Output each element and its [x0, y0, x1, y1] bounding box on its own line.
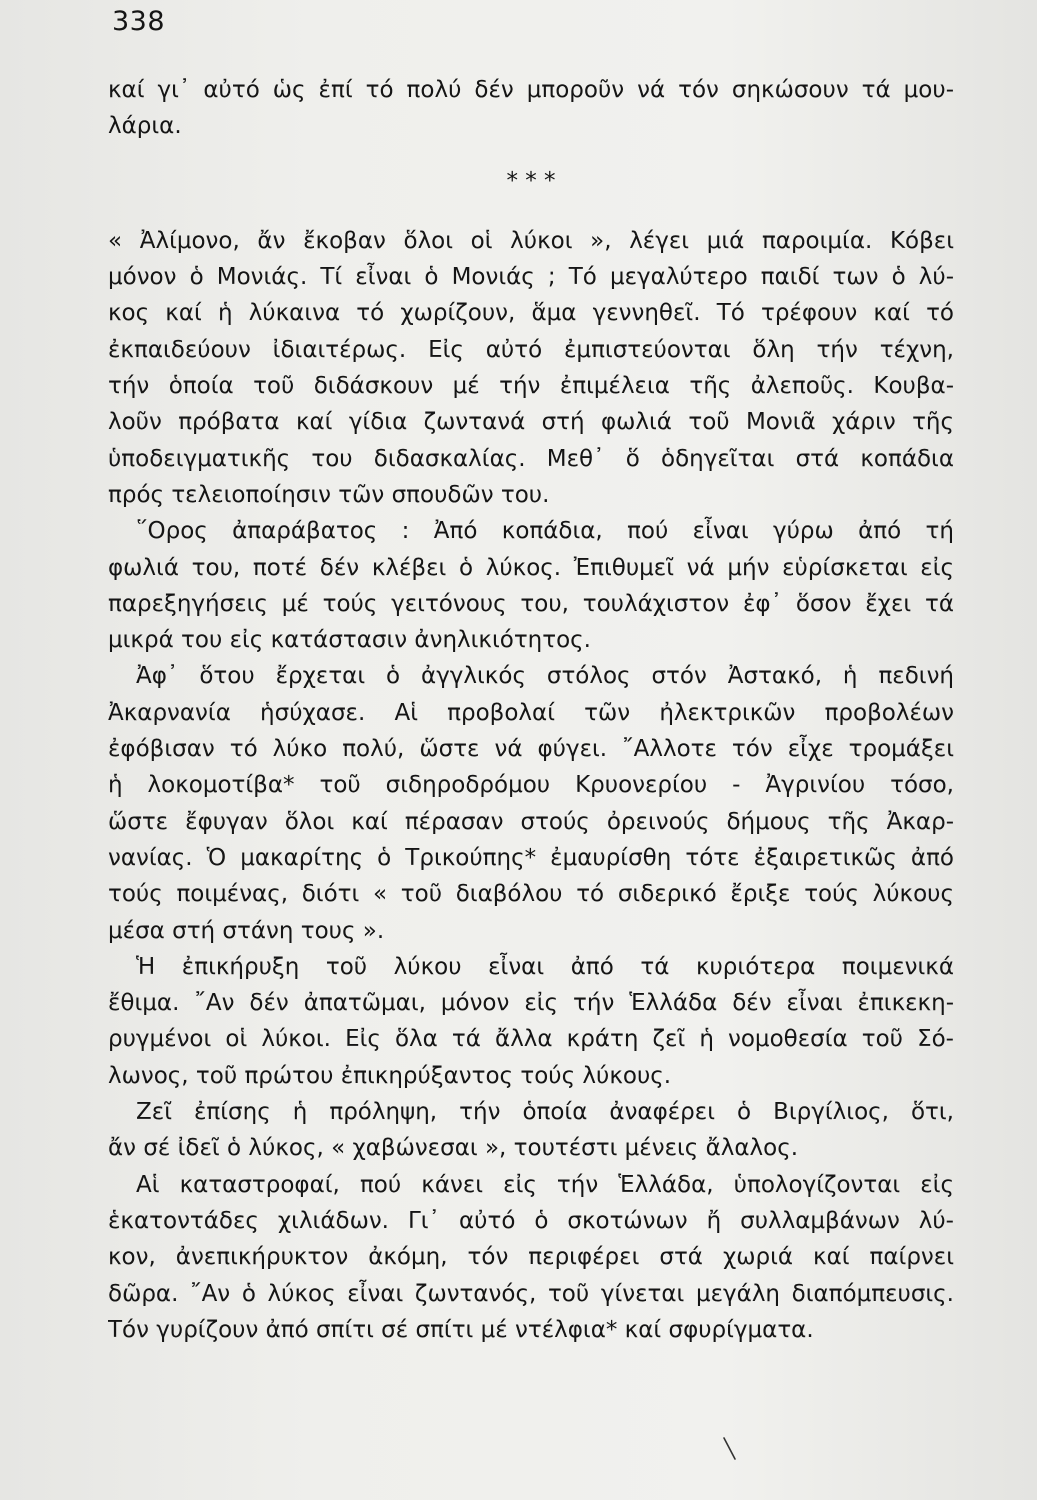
- text-line: ὑποδειγματικῆς του διδασκαλίας. Μεθ᾿ ὅ ὁδηγεῖται στά κοπάδια: [108, 445, 954, 472]
- text-line: μόνον ὁ Μονιάς. Τί εἶναι ὁ Μονιάς ; Τό μεγαλύτερο παιδί των ὁ λύ-: [108, 264, 954, 291]
- text-line: Ἡ ἐπικήρυξη τοῦ λύκου εἶναι ἀπό τά κυριότερα ποιμενικά: [136, 953, 954, 980]
- text-line: κος καί ἡ λύκαινα τό χωρίζουν, ἅμα γεννηθεῖ. Τό τρέφουν καί τό: [108, 300, 954, 327]
- text-line: νανίας. Ὁ μακαρίτης ὁ Τρικούπης* ἐμαυρίσθη τότε ἐξαιρετικῶς ἀπό: [108, 844, 954, 871]
- text-line: ἐκπαιδεύουν ἰδιαιτέρως. Εἰς αὐτό ἐμπιστεύονται ὅλη τήν τέχνη,: [108, 336, 954, 363]
- pencil-mark: [722, 1436, 738, 1462]
- paragraph: [108, 1167, 954, 1348]
- paragraph: [108, 513, 954, 658]
- text-line: τήν ὁποία τοῦ διδάσκουν μέ τήν ἐπιμέλεια τῆς ἀλεποῦς. Κουβα-: [108, 373, 954, 400]
- text-line: Τόν γυρίζουν ἀπό σπίτι σέ σπίτι μέ ντέλφια* καί σφυρίγματα.: [108, 1316, 814, 1343]
- page-number: 338: [112, 6, 166, 37]
- paragraph: [108, 949, 954, 1094]
- text-line: ρυγμένοι οἱ λύκοι. Εἰς ὅλα τά ἄλλα κράτη ζεῖ ἡ νομοθεσία τοῦ Σό-: [108, 1026, 954, 1053]
- text-line: λάρια.: [108, 113, 182, 140]
- text-line: ἐφόβισαν τό λύκο πολύ, ὥστε νά φύγει. ῎Αλλοτε τόν εἶχε τρομάξει: [108, 736, 954, 763]
- text-line: ἡ λοκομοτίβα* τοῦ σιδηροδρόμου Κρυονερίου - Ἀγρινίου τόσο,: [108, 772, 954, 799]
- text-line: φωλιά του, ποτέ δέν κλέβει ὁ λύκος. Ἐπιθυμεῖ νά μήν εὑρίσκεται εἰς: [108, 554, 954, 581]
- text-line: τούς ποιμένας, διότι « τοῦ διαβόλου τό σιδερικό ἔριξε τούς λύκους: [108, 881, 954, 908]
- text-line: δῶρα. ῎Αν ὁ λύκος εἶναι ζωντανός, τοῦ γίνεται μεγάλη διαπόμπευσις.: [108, 1280, 954, 1307]
- text-line: μικρά του εἰς κατάστασιν ἀνηλικιότητος.: [108, 627, 591, 654]
- paragraph: [108, 1094, 954, 1167]
- text-line: ἄν σέ ἰδεῖ ὁ λύκος, « χαβώνεσαι », τουτέστι μένεις ἄλαλος.: [108, 1135, 799, 1162]
- section-separator: [108, 163, 954, 199]
- paragraph: [108, 223, 954, 513]
- asterism: * * *: [506, 167, 556, 194]
- body-text: [108, 72, 954, 1348]
- paragraph: [108, 658, 954, 948]
- text-line: ἔθιμα. ῎Αν δέν ἀπατῶμαι, μόνον εἰς τήν Ἑλλάδα δέν εἶναι ἐπικεκη-: [108, 990, 954, 1017]
- paragraph: [108, 72, 954, 145]
- text-line: « Ἀλίμονο, ἄν ἔκοβαν ὅλοι οἱ λύκοι », λέγει μιά παροιμία. Κόβει: [108, 227, 954, 254]
- text-line: ὥστε ἔφυγαν ὅλοι καί πέρασαν στούς ὀρεινούς δήμους τῆς Ἀκαρ-: [108, 808, 954, 835]
- text-line: καί γι᾿ αὐτό ὡς ἐπί τό πολύ δέν μποροῦν νά τόν σηκώσουν τά μου-: [108, 77, 954, 103]
- text-line: κον, ἀνεπικήρυκτον ἀκόμη, τόν περιφέρει στά χωριά καί παίρνει: [108, 1244, 954, 1271]
- text-line: ῞Ορος ἀπαράβατος : Ἀπό κοπάδια, πού εἶναι γύρω ἀπό τή: [136, 518, 954, 545]
- text-line: ἑκατοντάδες χιλιάδων. Γι᾿ αὐτό ὁ σκοτώνων ἤ συλλαμβάνων λύ-: [108, 1207, 954, 1234]
- text-line: λοῦν πρόβατα καί γίδια ζωντανά στή φωλιά τοῦ Μονιᾶ χάριν τῆς: [108, 409, 954, 436]
- text-line: Ζεῖ ἐπίσης ἡ πρόληψη, τήν ὁποία ἀναφέρει ὁ Βιργίλιος, ὅτι,: [136, 1099, 954, 1126]
- text-line: λωνος, τοῦ πρώτου ἐπικηρύξαντος τούς λύκους.: [108, 1062, 672, 1089]
- text-line: Ἀφ᾿ ὅτου ἔρχεται ὁ ἀγγλικός στόλος στόν Ἀστακό, ἡ πεδινή: [136, 663, 954, 690]
- text-line: Αἱ καταστροφαί, πού κάνει εἰς τήν Ἑλλάδα, ὑπολογίζονται εἰς: [136, 1171, 954, 1198]
- text-line: μέσα στή στάνη τους ».: [108, 917, 385, 944]
- text-line: παρεξηγήσεις μέ τούς γειτόνους του, τουλάχιστον ἐφ᾿ ὅσον ἔχει τά: [108, 590, 954, 617]
- text-line: πρός τελειοποίησιν τῶν σπουδῶν του.: [108, 481, 550, 508]
- text-line: Ἀκαρνανία ἡσύχασε. Αἱ προβολαί τῶν ἠλεκτρικῶν προβολέων: [108, 699, 954, 726]
